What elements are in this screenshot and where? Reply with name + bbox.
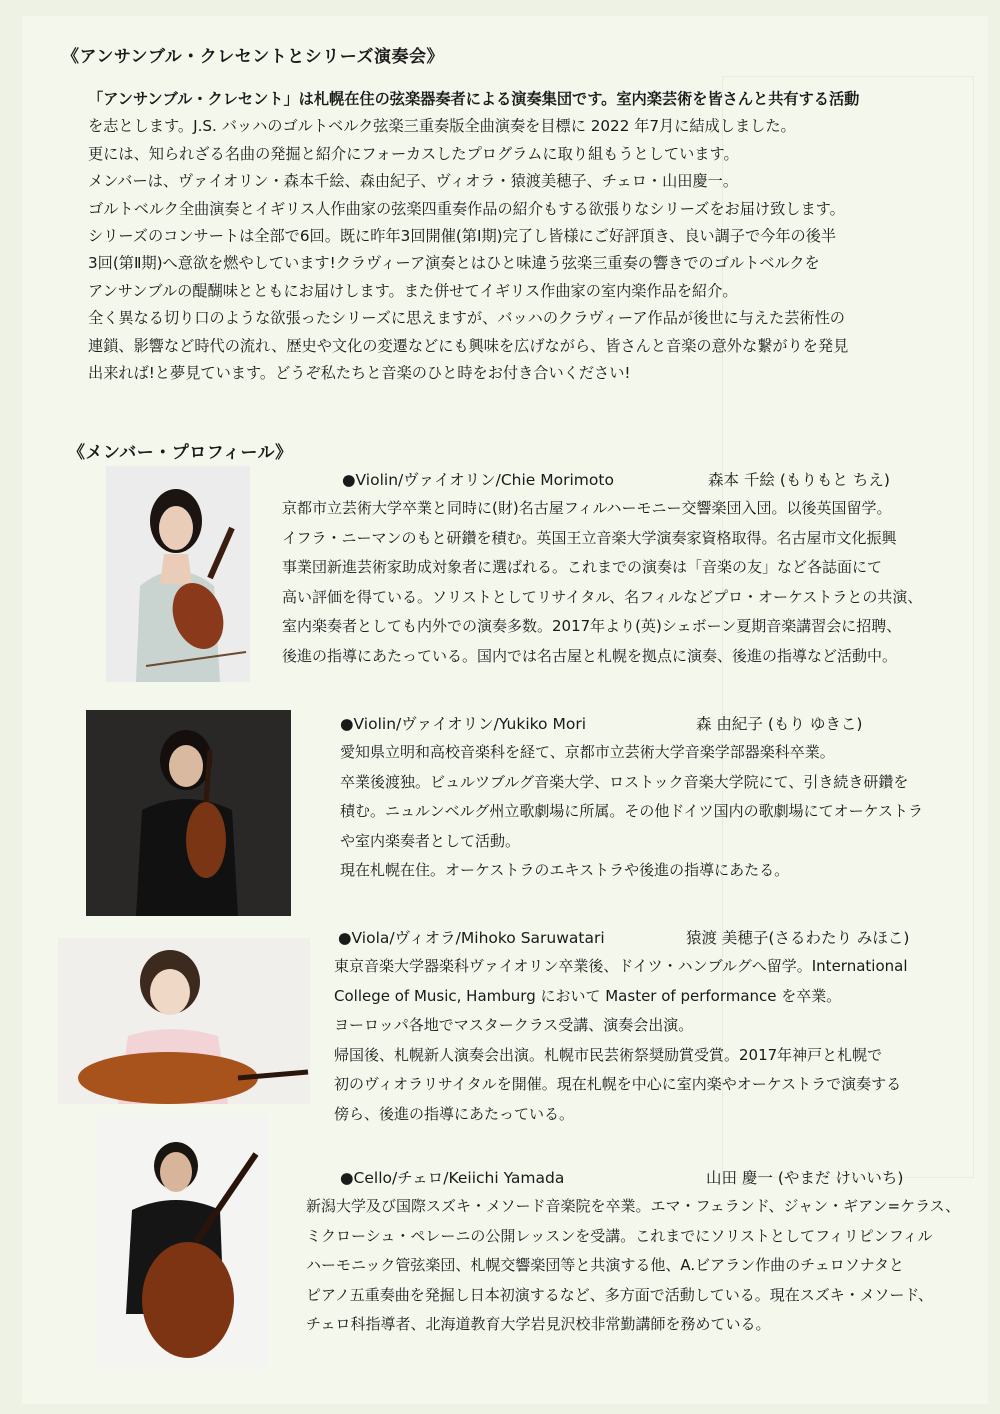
member-role: ●Viola/ヴィオラ/Mihoko Saruwatari xyxy=(338,929,605,947)
bio-line: 新潟大学及び国際スズキ・メソード音楽院を卒業。エマ・フェランド、ジャン・ギアン=ケラス、 xyxy=(306,1197,961,1215)
member-heading-yukiko xyxy=(340,712,980,734)
member-heading-keiichi xyxy=(340,1166,980,1188)
intro-line: 「アンサンブル・クレセント」は札幌在住の弦楽器奏者による演奏集団です。室内楽芸術を皆さんと共有する活動 xyxy=(88,90,860,108)
bio-line: 初のヴィオラリサイタルを開催。現在札幌を中心に室内楽やオーケストラで演奏する xyxy=(334,1075,902,1093)
member-role: ●Violin/ヴァイオリン/Yukiko Mori xyxy=(340,715,587,733)
bio-line: 高い評価を得ている。ソリストとしてリサイタル、名フィルなどプロ・オーケストラとの共演、 xyxy=(282,587,923,606)
intro-line: ゴルトベルク全曲演奏とイギリス人作曲家の弦楽四重奏作品の紹介もする欲張りなシリーズをお届け致します。 xyxy=(88,199,845,218)
bio-line: 積む。ニュルンベルグ州立歌劇場に所属。その他ドイツ国内の歌劇場にてオーケストラ xyxy=(340,802,923,820)
photo-mihoko-saruwatari xyxy=(58,938,310,1104)
profiles-title: 《メンバー・プロフィール》 xyxy=(68,443,293,463)
bio-line: 東京音楽大学器楽科ヴァイオリン卒業後、ドイツ・ハンブルグへ留学。International xyxy=(334,957,908,975)
photo-keiichi-yamada xyxy=(96,1114,268,1370)
member-bio-mihoko xyxy=(334,952,908,1129)
bio-line: 帰国後、札幌新人演奏会出演。札幌市民芸術祭奨励賞受賞。2017年神戸と札幌で xyxy=(334,1045,883,1064)
bio-line: 事業団新進芸術家助成対象者に選ばれる。これまでの演奏は「音楽の友」など各誌面にて xyxy=(282,558,883,576)
photo-chie-morimoto xyxy=(106,466,250,682)
member-bio-keiichi xyxy=(306,1192,960,1340)
bio-line: College of Music, Hamburg において Master of performance を卒業。 xyxy=(334,986,842,1005)
photo-yukiko-mori xyxy=(86,710,291,916)
intro-line: アンサンブルの醍醐味とともにお届けします。また併せてイギリス作曲家の室内楽作品を紹介。 xyxy=(88,281,738,300)
intro-line: メンバーは、ヴァイオリン・森本千絵、森由紀子、ヴィオラ・猿渡美穂子、チェロ・山田慶一。 xyxy=(88,172,739,191)
intro-text xyxy=(88,86,978,387)
member-heading-mihoko xyxy=(338,926,988,948)
member-heading-chie xyxy=(342,468,982,490)
member-role: ●Violin/ヴァイオリン/Chie Morimoto xyxy=(342,471,614,489)
member-name-jp: 森本 千絵 (もりもと ちえ) xyxy=(708,471,890,489)
bio-line: ヨーロッパ各地でマスタークラス受講、演奏会出演。 xyxy=(334,1016,694,1034)
member-role: ●Cello/チェロ/Keiichi Yamada xyxy=(340,1169,565,1187)
member-bio-yukiko xyxy=(340,738,923,886)
bio-line: チェロ科指導者、北海道教育大学岩見沢校非常勤講師を務めている。 xyxy=(306,1315,771,1333)
intro-line: を志とします。J.S. バッハのゴルトベルク弦楽三重奏版全曲演奏を目標に 2022 年7月に結成しました。 xyxy=(88,117,796,136)
bio-line: 後進の指導にあたっている。国内では名古屋と札幌を拠点に演奏、後進の指導など活動中。 xyxy=(282,646,898,665)
member-name-jp: 山田 慶一 (やまだ けいいち) xyxy=(706,1169,904,1187)
bio-line: ミクローシュ・ペレーニの公開レッスンを受講。これまでにソリストとしてフィリピンフィル xyxy=(306,1226,933,1245)
intro-line: 3回(第Ⅱ期)へ意欲を燃やしています!クラヴィーア演奏とはひと味違う弦楽三重奏の響きでのゴルトベルクを xyxy=(88,254,820,273)
intro-line: 更には、知られざる名曲の発掘と紹介にフォーカスしたプログラムに取り組もうとしています。 xyxy=(88,144,739,163)
intro-line: 出来れば!と夢見ています。どうぞ私たちと音楽のひと時をお付き合いください! xyxy=(88,364,631,383)
member-name-jp: 猿渡 美穂子(さるわたり みほこ) xyxy=(686,929,910,947)
member-bio-chie xyxy=(282,494,922,671)
bio-line: 傍ら、後進の指導にあたっている。 xyxy=(334,1104,575,1123)
bio-line: 室内楽奏者としても内外での演奏多数。2017年より(英)シェボーン夏期音楽講習会に招聘、 xyxy=(282,617,902,635)
bio-line: 愛知県立明和高校音楽科を経て、京都市立芸術大学音楽学部器楽科卒業。 xyxy=(340,743,835,761)
intro-line: 連鎖、影響など時代の流れ、歴史や文化の変遷などにも興味を広げながら、皆さんと音楽の意外な繋がりを発見 xyxy=(88,336,849,355)
intro-line: 全く異なる切り口のような欲張ったシリーズに思えますが、バッハのクラヴィーア作品が後世に与えた芸術性の xyxy=(88,309,845,328)
bio-line: イフラ・ニーマンのもと研鑽を積む。英国王立音楽大学演奏家資格取得。名古屋市文化振興 xyxy=(282,528,897,547)
bio-line: ハーモニック管弦楽団、札幌交響楽団等と共演する他、A.ビアラン作曲のチェロソナタと xyxy=(306,1256,904,1274)
flyer-page xyxy=(22,16,988,1404)
bio-line: ピアノ五重奏曲を発掘し日本初演するなど、多方面で活動している。現在スズキ・メソード、 xyxy=(306,1285,934,1304)
member-name-jp: 森 由紀子 (もり ゆきこ) xyxy=(696,715,863,733)
bio-line: 卒業後渡独。ビュルツブルグ音楽大学、ロストック音楽大学院にて、引き続き研鑽を xyxy=(340,772,909,791)
bio-line: 現在札幌在住。オーケストラのエキストラや後進の指導にあたる。 xyxy=(340,861,790,879)
bio-line: や室内楽奏者として活動。 xyxy=(340,831,521,850)
bio-line: 京都市立芸術大学卒業と同時に(財)名古屋フィルハーモニー交響楽団入団。以後英国留学。 xyxy=(282,499,892,517)
intro-line: シリーズのコンサートは全部で6回。既に昨年3回開催(第Ⅰ期)完了し皆様にご好評頂き、良い調子で今年の後半 xyxy=(88,227,837,246)
intro-title: 《アンサンブル・クレセントとシリーズ演奏会》 xyxy=(62,47,444,67)
